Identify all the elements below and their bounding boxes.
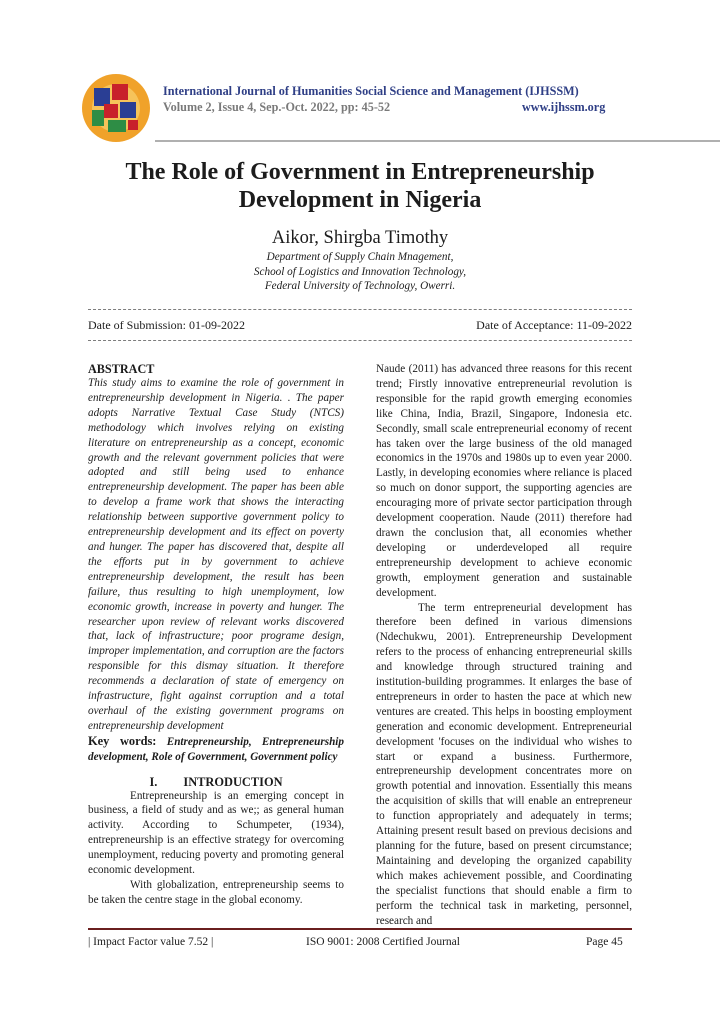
- keywords-text: Entrepreneurship, Entrepreneurship development, Role of Government, Government policy: [88, 735, 344, 763]
- section-title: INTRODUCTION: [183, 774, 283, 789]
- abstract-heading: ABSTRACT: [88, 362, 155, 376]
- section-heading-introduction: [88, 775, 344, 789]
- ijhssm-logo-icon: [80, 72, 152, 144]
- right-column: [376, 362, 632, 928]
- submission-date: Date of Submission: 01-09-2022: [88, 318, 245, 332]
- body-paragraph-2: The term entrepreneurial development has therefore been defined in various dimensions (Ndechukwu, 2001). Entrepreneurship Development refers to the process of enhancing entrepreneurial skills and knowledge through structured training and institution-building programmes. It enlarges the base of entrepreneurs in order to hasten the pace at which new ventures are created. This helps in boosting employment generation and economic development. Entrepreneurial development 'focuses on the individual who wishes to start or expand a business. Furthermore, entrepreneurship development concentrates more on growth potential and innovation. Essentially this means the acquisition of skills that will enable an entrepreneur to function appropriately and adequately in terms; Attaining present result based on previous decisions and planning for the future, based on present circumstance; Maintaining and developing the organized capability which makes achievement possible, and Coordinating the specialist functions that should enable a firm to perform the technical task in marketing, personnel, research and: [376, 601, 632, 927]
- journal-volume: Volume 2, Issue 4, Sep.-Oct. 2022, pp: 45-52: [163, 100, 391, 114]
- keywords: [88, 734, 344, 765]
- footer-impact-factor: | Impact Factor value 7.52 |: [88, 936, 214, 948]
- body-paragraph-1: Naude (2011) has advanced three reasons for this recent trend; Firstly innovative entrepreneurial revolution is responsible for the rapid growth emerging economies like China, India, Brazil, Singapore, Indonesia etc. Secondly, small scale entrepreneurial economy of recent has taken over the large business of the old managed economics in the 1970s and 1980s up to even year 2000. Lastly, in developing economies where reliance is placed so much on donor support, the supporting agencies are encouraging more of private sector participation through development cooperation. Naude (2011) therefore had drawn the conclusion that, all economies whether developing or underdeveloped all require entrepreneurship development to achieve economic growth, employment generation and sustainable development.: [376, 363, 632, 599]
- header-rule: [155, 140, 720, 142]
- paper-title-line-2: Development in Nigeria: [238, 187, 482, 213]
- intro-paragraph-1: Entrepreneurship is an emerging concept in business, a field of study and as we;; as general human activity. According to Schumpeter, (1934), entrepreneurship is an effective strategy for overcoming unemployment, reducing poverty and promoting general economic development.: [88, 789, 344, 877]
- abstract-body: This study aims to examine the role of government in entrepreneurship development in Nigeria. . The paper adopts Narrative Textual Case Study (NTCS) methodology which involves relying on existing literature on entrepreneurship as a concept, economic growth and the relevant government policies that were adopted and still being used to enhance entrepreneurship development. The paper has been able to develop a frame work that shows the interacting relationship between supportive government policy to entrepreneurship development and its effect on poverty and hunger. The paper has discovered that, despite all the efforts put in by government to achieve entrepreneurship development, the result has been failure, thus resulting to high unemployment, low economic growth, increase in poverty and hunger. The researcher upon review of relevant works discovered that, lack of infrastructure; poor programe design, improper implementation, and corruption are the factors responsible for this dismay situation. It therefore recommends a declaration of state of emergency on infrastructure, fight against corruption and a total overhaul of the existing government programs on entrepreneurship development: [88, 377, 344, 732]
- keywords-label: Key words:: [88, 733, 157, 748]
- left-column: [88, 362, 344, 908]
- affiliation-line: School of Logistics and Innovation Technology,: [253, 265, 467, 278]
- intro-paragraph-2: With globalization, entrepreneurship seems to be taken the centre stage in the global economy.: [88, 879, 344, 906]
- footer-page-number: Page 45: [586, 936, 623, 948]
- journal-name: International Journal of Humanities Social Science and Management (IJHSSM): [163, 84, 579, 98]
- author-name: Aikor, Shirgba Timothy: [271, 228, 449, 248]
- footer-iso: ISO 9001: 2008 Certified Journal: [306, 936, 460, 948]
- section-number: I.: [149, 774, 158, 789]
- footer-rule: [88, 928, 632, 930]
- divider-dashed: [88, 340, 632, 341]
- affiliation-line: Federal University of Technology, Owerri.: [264, 280, 456, 292]
- paper-title-line-1: The Role of Government in Entrepreneurship: [125, 159, 595, 185]
- author-affiliation: [88, 250, 632, 294]
- paper-title: [88, 158, 632, 214]
- divider-dashed: [88, 309, 632, 310]
- affiliation-line: Department of Supply Chain Mnagement,: [266, 251, 454, 263]
- acceptance-date: Date of Acceptance: 11-09-2022: [476, 318, 632, 332]
- journal-website: www.ijhssm.org: [522, 100, 606, 114]
